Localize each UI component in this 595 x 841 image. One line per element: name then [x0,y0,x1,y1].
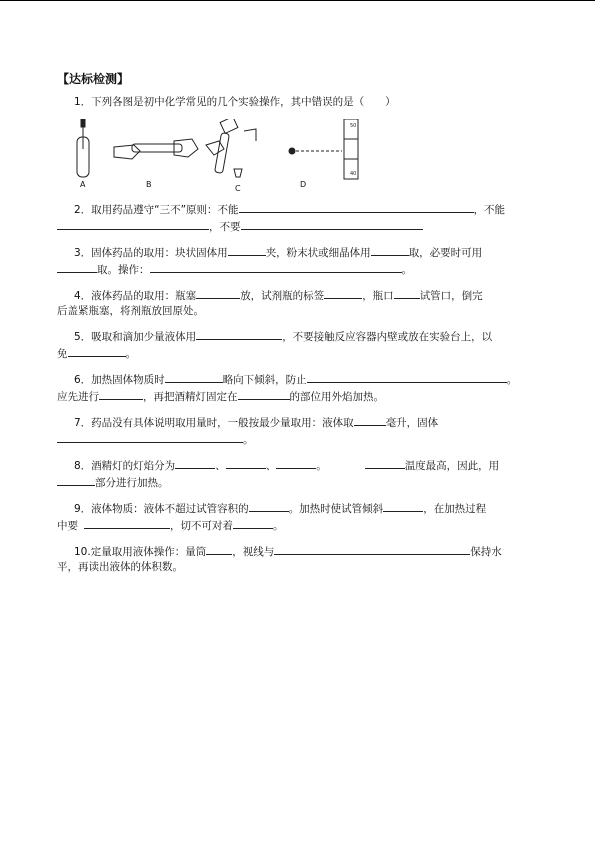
q5-text-b: ，不要接触反应容器内壁或放在实验台上，以 [282,331,493,343]
q7-text-b: 毫升，固体 [385,417,439,429]
q3-text-a: 3．固体药品的取用：块状固体用 [74,247,228,259]
q7-blank-1[interactable] [354,414,386,426]
q3-blank-4[interactable] [150,261,402,273]
q6-text-f: 的部位用外焰加热。 [289,391,384,403]
q8-text-f: 部分进行加热。 [95,477,169,489]
question-7 [57,414,547,448]
experiment-figure [74,119,374,193]
q9-text-b: 。加热时使试管倾斜 [288,503,384,515]
q9-text-e: ，切不可对着 [170,520,233,532]
q6-text-d: 应先进行 [57,391,99,403]
q8-text-d: 。 [316,460,327,472]
q5-text-c: 免 [57,348,68,360]
q4-text-b: 放，试剂瓶的标签 [240,290,325,302]
q2-blank-1[interactable] [239,201,474,213]
figure-label-d: D [300,180,307,189]
q3-blank-3[interactable] [57,261,97,273]
q6-text-b: 略向下倾斜，防止 [222,374,307,386]
q2-blank-2[interactable] [57,218,209,230]
q9-blank-4[interactable] [233,517,273,529]
q3-text-d: 取。操作： [97,264,150,276]
figure-b-hands-test-tube [114,139,198,159]
q5-text-d: 。 [125,348,136,360]
q2-blank-3[interactable] [241,218,423,230]
q5-text-a: 5．吸取和滴加少量液体用 [74,331,197,343]
question-6 [57,371,547,405]
q6-blank-2[interactable] [307,371,507,383]
worksheet [57,72,547,584]
q10-blank-1[interactable] [206,543,232,555]
q9-blank-1[interactable] [249,500,289,512]
q8-text-b: 、 [215,460,226,472]
q9-text-f: 。 [273,520,284,532]
figure-label-a: A [80,180,86,189]
q6-blank-4[interactable] [238,388,290,400]
q6-blank-3[interactable] [99,388,143,400]
q10-blank-2[interactable] [274,543,470,555]
q8-blank-3[interactable] [276,457,316,469]
q8-text-a: 8．酒精灯的灯焰分为 [74,460,176,472]
q6-text-a: 6．加热固体物质时 [74,374,165,386]
q9-text-d: 中要 [57,520,78,532]
q2-text-b: ，不能 [473,204,506,216]
q8-blank-4[interactable] [365,457,405,469]
question-2 [57,201,547,235]
q9-text-a: 9．液体物质：液体不超过试管容积的 [74,503,249,515]
q5-blank-2[interactable] [68,345,126,357]
q10-text-b: ，视线与 [232,546,275,558]
q6-text-e: ，再把酒精灯固定在 [143,391,238,403]
cylinder-mark-50: 50 [350,123,357,129]
figure-label-c: C [235,184,241,193]
q4-blank-1[interactable] [196,287,240,299]
q8-blank-5[interactable] [57,474,95,486]
q10-text-a: 10.定量取用液体操作：量筒 [74,546,207,558]
q2-text-a: 2．取用药品遵守“三不”原则：不能 [74,204,239,216]
figure-c-pouring [206,119,256,177]
q4-text-c: ，瓶口 [362,290,394,302]
q3-text-c: 取，必要时可用 [408,247,483,259]
figure-d-cylinder-reading [289,119,358,179]
page-top-border [0,0,595,1]
q9-text-c: ，在加热过程 [423,503,487,515]
figure-label-b: B [146,180,152,189]
q4-text-a: 4．液体药品的取用：瓶塞 [74,290,197,302]
question-3 [57,244,547,278]
section-title: 【达标检测】 [57,72,130,86]
q6-text-c: 。 [506,374,518,386]
q4-text-e: 后盖紧瓶塞，将剂瓶放回原处。 [57,305,204,317]
q8-text-c: 、 [265,460,277,472]
q3-text-e: 。 [401,264,412,276]
experiment-illustrations [74,119,374,189]
question-4 [57,287,547,319]
q9-blank-3[interactable] [84,517,170,529]
q4-text-d: 试管口，倒完 [419,290,483,302]
q3-text-b: 夹，粉末状或细晶体用 [265,247,371,259]
q10-text-c: 保持水 [470,546,502,558]
question-5 [57,328,547,362]
q8-blank-1[interactable] [175,457,215,469]
q7-blank-2[interactable] [57,431,243,443]
question-10 [57,543,547,575]
q9-blank-2[interactable] [383,500,423,512]
q7-text-c: 。 [243,434,254,446]
q4-blank-3[interactable] [394,287,420,299]
q3-blank-2[interactable] [371,244,409,256]
question-8 [57,457,547,491]
question-1-text: 1．下列各图是初中化学常见的几个实验操作，其中错误的是（ ） [74,96,396,108]
cylinder-mark-40: 40 [350,171,357,177]
q7-text-a: 7．药品没有具体说明取用量时，一般按最少量取用：液体取 [74,417,354,429]
q8-blank-2[interactable] [226,457,266,469]
q3-blank-1[interactable] [228,244,266,256]
question-1 [57,95,547,110]
q8-text-e: 温度最高，因此，用 [404,460,500,472]
q2-text-c: ，不要 [209,221,241,233]
q10-text-d: 平，再读出液体的体积数。 [57,561,183,573]
q4-blank-2[interactable] [324,287,362,299]
figure-a-dropper [77,119,89,177]
question-9 [57,500,547,534]
q5-blank-1[interactable] [196,328,282,340]
q6-blank-1[interactable] [165,371,223,383]
